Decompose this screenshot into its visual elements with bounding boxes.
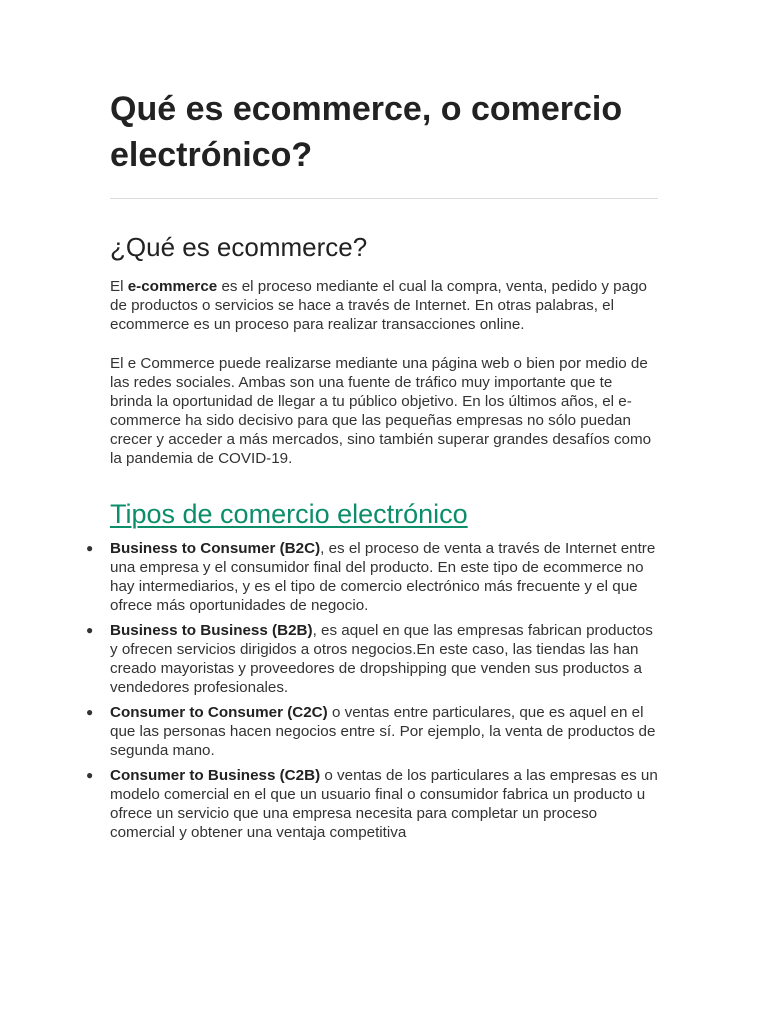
list-item: [86, 539, 658, 615]
paragraph-prefix: El: [110, 278, 128, 295]
bullet-icon: ●: [86, 768, 94, 782]
list-item-term: Business to Consumer (B2C): [110, 540, 321, 557]
list-item-term: Business to Business (B2B): [110, 622, 313, 639]
list-item: [86, 766, 658, 842]
link-types-of-ecommerce[interactable]: Tipos de comercio electrónico: [110, 499, 468, 529]
section-heading-what-is-ecommerce: ¿Qué es ecommerce?: [110, 232, 368, 262]
list-item-term: Consumer to Consumer (C2C): [110, 704, 328, 721]
term-ecommerce: e-commerce: [127, 278, 218, 295]
list-item-term: Consumer to Business (C2B): [110, 767, 321, 784]
bullet-icon: ●: [86, 541, 94, 555]
list-item: [86, 621, 658, 697]
bullet-icon: ●: [86, 705, 94, 719]
list-item-text: o ventas de los particulares a las empresas es un modelo comercial en el que un usuario final o consumidor fabrica un producto u ofrece un servicio que una empresa necesita para completar un proceso comercial y obtener una ventaja competitiva: [110, 767, 658, 841]
article: [86, 86, 658, 848]
list-item-text: o ventas entre particulares, que es aquel en el que las personas hacen negocios entre sí. Por ejemplo, la venta de productos de segunda mano.: [110, 704, 656, 759]
paragraph-rest: es el proceso mediante el cual la compra, venta, pedido y pago de productos o servicios se hace a través de Internet. En otras palabras, el ecommerce es un proceso para realizar transacciones online.: [110, 278, 647, 333]
page-title: Qué es ecommerce, o comercio electrónico?: [110, 90, 623, 174]
bullet-icon: ●: [86, 623, 94, 637]
list-item-text: , es aquel en que las empresas fabrican productos y ofrecen servicios dirigidos a otros negocios.En este caso, las tiendas las han creado mayoristas y proveedores de dropshipping que venden sus productos a vendedores profesionales.: [110, 622, 653, 696]
list-item-text: , es el proceso de venta a través de Internet entre una empresa y el consumidor final del producto. En este tipo de ecommerce no hay intermediarios, y es el tipo de comercio electrónico más frecuente y el que ofrece más oportunidades de negocio.: [110, 540, 656, 614]
list-item: [86, 703, 658, 760]
paragraph-channels: El e Commerce puede realizarse mediante una página web o bien por medio de las redes sociales. Ambas son una fuente de tráfico muy importante que te brinda la oportunidad de llegar a tu público objetivo. En los últimos años, el e-commerce ha sido decisivo para que las pequeñas empresas no sólo puedan crecer y acceder a más mercados, sino también superar grandes desafíos como la pandemia de COVID-19.: [110, 355, 652, 467]
title-divider: [110, 198, 658, 199]
paragraph-definition: [110, 277, 658, 334]
types-list: [86, 539, 658, 842]
